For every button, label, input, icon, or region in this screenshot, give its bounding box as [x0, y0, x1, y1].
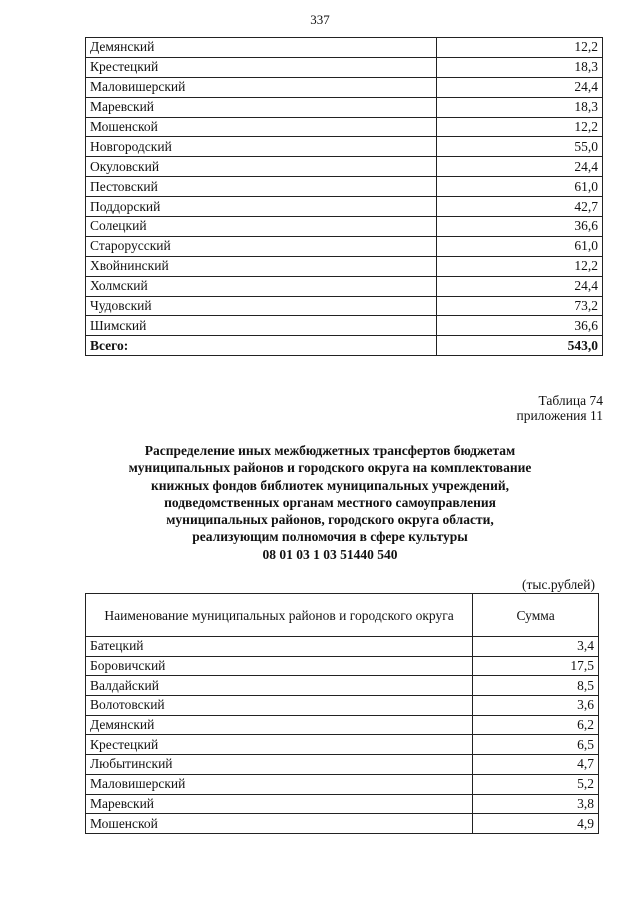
amount-value: 42,7 [437, 197, 603, 217]
table-top [85, 37, 603, 356]
table-row [86, 676, 599, 696]
header-sum: Сумма [473, 594, 599, 637]
table-row [86, 57, 603, 77]
table-row [86, 217, 603, 237]
district-name: Чудовский [86, 296, 437, 316]
district-name: Холмский [86, 276, 437, 296]
table-row [86, 814, 599, 834]
table-row [86, 316, 603, 336]
table-row [86, 117, 603, 137]
district-name: Солецкий [86, 217, 437, 237]
table-row [86, 656, 599, 676]
amount-value: 4,9 [473, 814, 599, 834]
amount-value: 24,4 [437, 77, 603, 97]
district-name: Любытинский [86, 755, 473, 775]
district-name: Маревский [86, 794, 473, 814]
district-name: Боровичский [86, 656, 473, 676]
district-name: Пестовский [86, 177, 437, 197]
district-name: Крестецкий [86, 57, 437, 77]
table-bottom [85, 593, 599, 834]
table-row [86, 755, 599, 775]
amount-value: 4,7 [473, 755, 599, 775]
amount-value: 61,0 [437, 177, 603, 197]
budget-code: 08 01 03 1 03 51440 540 [262, 546, 398, 562]
total-value: 543,0 [437, 336, 603, 356]
amount-value: 12,2 [437, 38, 603, 58]
amount-value: 12,2 [437, 256, 603, 276]
district-name: Окуловский [86, 157, 437, 177]
amount-value: 18,3 [437, 57, 603, 77]
table-label: Таблица 74 [538, 393, 603, 408]
amount-value: 61,0 [437, 236, 603, 256]
amount-value: 24,4 [437, 157, 603, 177]
district-name: Старорусский [86, 236, 437, 256]
district-name: Крестецкий [86, 735, 473, 755]
district-name: Маловишерский [86, 774, 473, 794]
units-label: (тыс.рублей) [522, 577, 595, 592]
table-row [86, 696, 599, 716]
district-name: Шимский [86, 316, 437, 336]
district-name: Мошенской [86, 814, 473, 834]
table-row [86, 296, 603, 316]
amount-value: 5,2 [473, 774, 599, 794]
page-number: 337 [310, 12, 330, 27]
title-line: подведомственных органам местного самоуправления [164, 494, 496, 510]
district-name: Демянский [86, 715, 473, 735]
table-top-body [86, 38, 603, 356]
district-name: Демянский [86, 38, 437, 58]
amount-value: 12,2 [437, 117, 603, 137]
table-row [86, 256, 603, 276]
amount-value: 3,8 [473, 794, 599, 814]
title-line: муниципальных районов, городского округа области, [166, 512, 494, 528]
district-name: Валдайский [86, 676, 473, 696]
header-name: Наименование муниципальных районов и городского округа [86, 594, 473, 637]
table-bottom-body [86, 637, 599, 834]
amount-value: 8,5 [473, 676, 599, 696]
total-label: Всего: [86, 336, 437, 356]
appendix-label: приложения 11 [516, 408, 603, 423]
amount-value: 36,6 [437, 316, 603, 336]
table-row [86, 774, 599, 794]
district-name: Хвойнинский [86, 256, 437, 276]
table-row [86, 157, 603, 177]
table-title [60, 442, 600, 563]
title-line: реализующим полномочия в сфере культуры [192, 529, 468, 545]
table-row [86, 715, 599, 735]
amount-value: 36,6 [437, 217, 603, 237]
table-row [86, 97, 603, 117]
district-name: Маловишерский [86, 77, 437, 97]
table-header-row [86, 594, 599, 637]
table-row [86, 236, 603, 256]
district-name: Маревский [86, 97, 437, 117]
table-row [86, 177, 603, 197]
amount-value: 17,5 [473, 656, 599, 676]
district-name: Батецкий [86, 637, 473, 657]
amount-value: 6,5 [473, 735, 599, 755]
amount-value: 73,2 [437, 296, 603, 316]
title-line: Распределение иных межбюджетных трансфертов бюджетам [144, 443, 516, 458]
amount-value: 55,0 [437, 137, 603, 157]
title-line: муниципальных районов и городского округа на комплектование [128, 460, 532, 476]
table-row [86, 77, 603, 97]
table-row [86, 137, 603, 157]
amount-value: 3,6 [473, 696, 599, 716]
title-line: книжных фондов библиотек муниципальных учреждений, [150, 477, 510, 493]
district-name: Волотовский [86, 696, 473, 716]
table-row [86, 794, 599, 814]
amount-value: 24,4 [437, 276, 603, 296]
district-name: Мошенской [86, 117, 437, 137]
amount-value: 3,4 [473, 637, 599, 657]
district-name: Новгородский [86, 137, 437, 157]
table-caption [516, 393, 603, 423]
table-row [86, 276, 603, 296]
table-row [86, 197, 603, 217]
total-row [86, 336, 603, 356]
table-row [86, 735, 599, 755]
amount-value: 18,3 [437, 97, 603, 117]
table-row [86, 38, 603, 58]
amount-value: 6,2 [473, 715, 599, 735]
table-row [86, 637, 599, 657]
district-name: Поддорский [86, 197, 437, 217]
